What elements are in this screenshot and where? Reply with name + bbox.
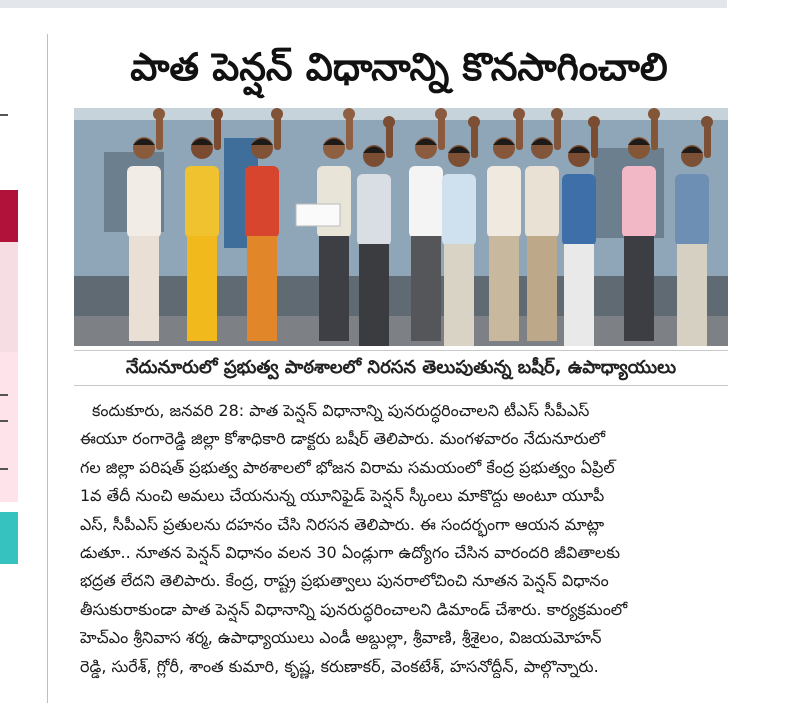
raised-arm [554,116,561,150]
body-line: హెచ్ఎం శ్రీనివాస శర్మ, ఉపాధ్యాయులు ఎండీ అబ్దుల్లా, శ్రీవాణి, శ్రీశైలం, విజయమోహన్ [80,628,602,648]
person-lower-body [677,244,707,346]
raised-arm [471,124,478,158]
person-lower-body [411,236,441,341]
body-line: రెడ్డి, సురేశ్, గ్లోరీ, శాంత కుమారి, కృష్ణ, కరుణాకర్, వెంకటేశ్, హసనోద్దీన్, పాల్గొన్నారు. [80,656,599,676]
raised-fist [271,108,283,120]
person-lower-body [527,236,557,341]
body-line: 1వ తేదీ నుంచి అమలు చేయనున్న యూనిఫైడ్ పెన్షన్ స్కీంలు మాకొద్దు అంటూ యూపీ [80,486,605,506]
body-line: కందుకూరు, జనవరి 28: పాత పెన్షన్ విధానాన్ని పునరుద్ధరించాలని టీఎస్ సీపీఎస్ [92,401,590,420]
raised-fist [513,108,525,120]
raised-arm [214,116,221,150]
raised-fist [435,108,447,120]
person-lower-body [129,236,159,341]
adjacent-text-mark [0,468,8,470]
previous-article-strip [0,0,727,8]
raised-fist [468,116,480,128]
raised-arm [156,116,163,150]
raised-fist [343,108,355,120]
raised-fist [383,116,395,128]
adjacent-text-mark [0,114,8,116]
raised-fist [551,108,563,120]
person-lower-body [319,236,349,341]
raised-arm [346,116,353,150]
person-lower-body [564,244,594,346]
protest-placard [296,204,340,226]
raised-fist [648,108,660,120]
adjacent-text-mark [0,394,8,396]
person-lower-body [359,244,389,346]
adjacent-ad-block-teal [0,512,18,564]
person-upper-body [245,166,279,238]
adjacent-text-mark [0,420,8,422]
raised-arm [516,116,523,150]
person-lower-body [489,236,519,341]
adjacent-ad-block-lightpink [0,352,18,502]
body-line: భద్రత లేదని తెలిపారు. కేంద్ర, రాష్ట్ర ప్రభుత్వాలు పునరాలోచించి నూతన పెన్షన్ విధానం [80,571,609,591]
news-photo [74,108,728,346]
person-upper-body [357,174,391,246]
person-upper-body [525,166,559,238]
person-upper-body [622,166,656,238]
person-lower-body [444,244,474,346]
raised-arm [386,124,393,158]
person-upper-body [442,174,476,246]
raised-arm [274,116,281,150]
raised-arm [704,124,711,158]
adjacent-ad-block-red [0,190,18,242]
raised-arm [651,116,658,150]
person-upper-body [675,174,709,246]
raised-arm [438,116,445,150]
article-headline: పాత పెన్షన్ విధానాన్ని కొనసాగించాలి [130,45,668,89]
article-body [80,397,728,681]
person-lower-body [624,236,654,341]
raised-fist [701,116,713,128]
protest-photo-illustration [74,108,728,346]
person-upper-body [317,166,351,238]
person-upper-body [409,166,443,238]
body-line: ఎస్, సీపీఎస్ ప్రతులను దహనం చేసి నిరసన తెలిపారు. ఈ సందర్భంగా ఆయన మాట్లా [80,514,605,534]
adjacent-ad-block-pink [0,242,18,352]
person-lower-body [187,236,217,341]
person-upper-body [127,166,161,238]
raised-fist [211,108,223,120]
person-upper-body [487,166,521,238]
body-line: గల జిల్లా పరిషత్ ప్రభుత్వ పాఠశాలలో భోజన విరామ సమయంలో కేంద్ర ప్రభుత్వం ఏప్రిల్ [80,457,615,477]
person-upper-body [562,174,596,246]
body-line: డుతూ.. నూతన పెన్షన్ విధానం వలన 30 ఏండ్లుగా ఉద్యోగం చేసిన వారందరి జీవితాలకు [80,542,621,562]
body-line: తీసుకురాకుండా పాత పెన్షన్ విధానాన్ని పునరుద్ధరించాలని డిమాండ్ చేశారు. కార్యక్రమంలో [80,599,628,619]
person-upper-body [185,166,219,238]
photo-caption: నేదునూరులో ప్రభుత్వ పాఠశాలలో నిరసన తెలుపుతున్న బషీర్, ఉపాధ్యాయులు [74,350,728,386]
raised-arm [591,124,598,158]
raised-fist [153,108,165,120]
body-line: ఈయూ రంగారెడ్డి జిల్లా కోశాధికారి డాక్టరు బషీర్ తెలిపారు. మంగళవారం నేదునూరులో [80,429,606,449]
column-divider [47,34,48,703]
adjacent-column-fragment [0,0,20,703]
raised-fist [588,116,600,128]
person-lower-body [247,236,277,341]
